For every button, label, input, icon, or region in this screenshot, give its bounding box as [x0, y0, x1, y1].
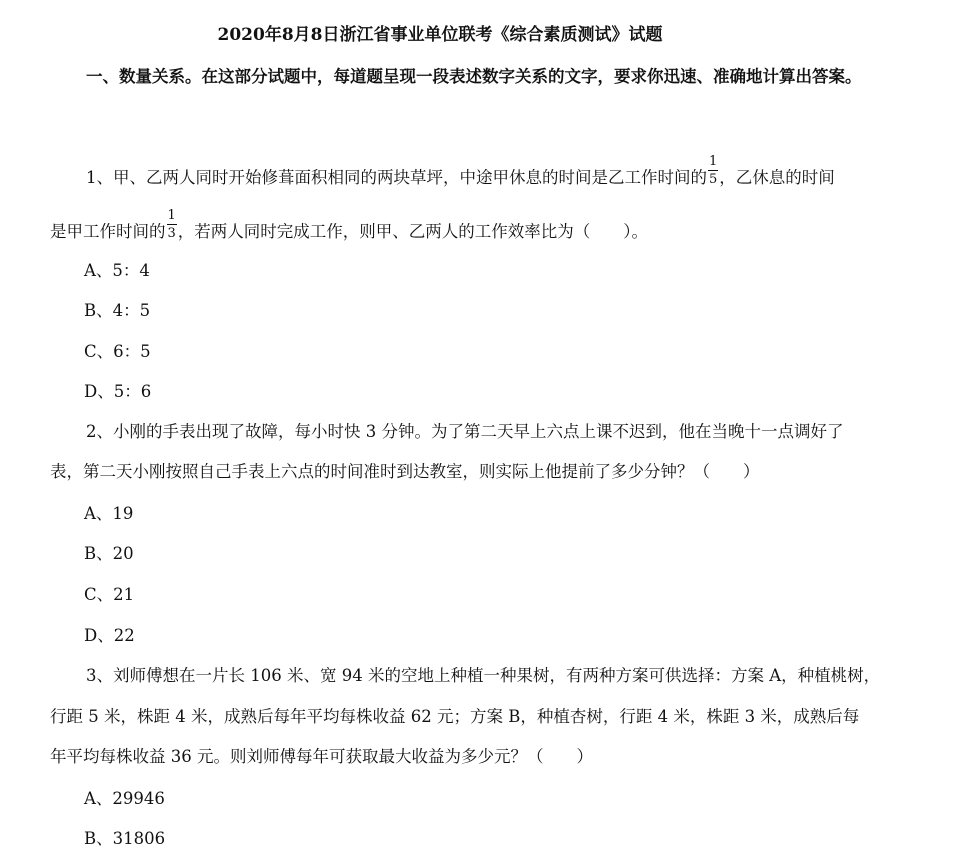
option-a: A、19	[84, 504, 134, 523]
option-a: A、29946	[84, 789, 165, 808]
question-3-line-2: 行距 5 米，株距 4 米，成熟后每年平均每株收益 62 元；方案 B，种植杏树，行距 4 米，株距 3 米，成熟后每	[50, 707, 860, 726]
option-d: D、5：6	[84, 382, 152, 401]
question-text: 1、甲、乙两人同时开始修葺面积相同的两块草坪，中途甲休息的时间是乙工作时间的	[86, 168, 707, 187]
option-d: D、22	[84, 626, 135, 645]
question-text: ，乙休息的时间	[719, 168, 835, 187]
option-b: B、4：5	[84, 301, 151, 320]
fraction	[167, 209, 177, 240]
section-heading: 一、数量关系。在这部分试题中，每道题呈现一段表述数字关系的文字，要求你迅速、准确地计算出答案。	[86, 67, 862, 86]
question-text: ，若两人同时完成工作，则甲、乙两人的工作效率比为（ ）。	[177, 222, 649, 241]
fraction-numerator: 1	[709, 154, 718, 169]
option-c: C、6：5	[84, 342, 151, 361]
question-1-line-2	[50, 208, 649, 248]
option-b: B、20	[84, 544, 134, 563]
question-3-line-3: 年平均每株收益 36 元。则刘师傅每年可获取最大收益为多少元？（ ）	[50, 747, 593, 766]
question-3-line-1: 3、刘师傅想在一片长 106 米、宽 94 米的空地上种植一种果树，有两种方案可供选择：方案 A，种植桃树，	[86, 666, 881, 685]
question-1-line-1	[86, 154, 835, 194]
question-text: 是甲工作时间的	[50, 222, 166, 241]
option-c: C、21	[84, 585, 135, 604]
option-a: A、5：4	[84, 261, 150, 280]
fraction-denominator: 5	[709, 172, 718, 187]
fraction-numerator: 1	[167, 208, 176, 223]
option-b: B、31806	[84, 829, 166, 848]
document-title: 2020年8月8日浙江省事业单位联考《综合素质测试》试题	[217, 25, 663, 45]
question-2-line-1: 2、小刚的手表出现了故障，每小时快 3 分钟。为了第二天早上六点上课不迟到，他在当晚十一点调好了	[86, 422, 844, 441]
fraction	[708, 155, 718, 186]
question-2-line-2: 表，第二天小刚按照自己手表上六点的时间准时到达教室，则实际上他提前了多少分钟？（ ）	[50, 462, 760, 481]
fraction-denominator: 3	[167, 226, 176, 241]
